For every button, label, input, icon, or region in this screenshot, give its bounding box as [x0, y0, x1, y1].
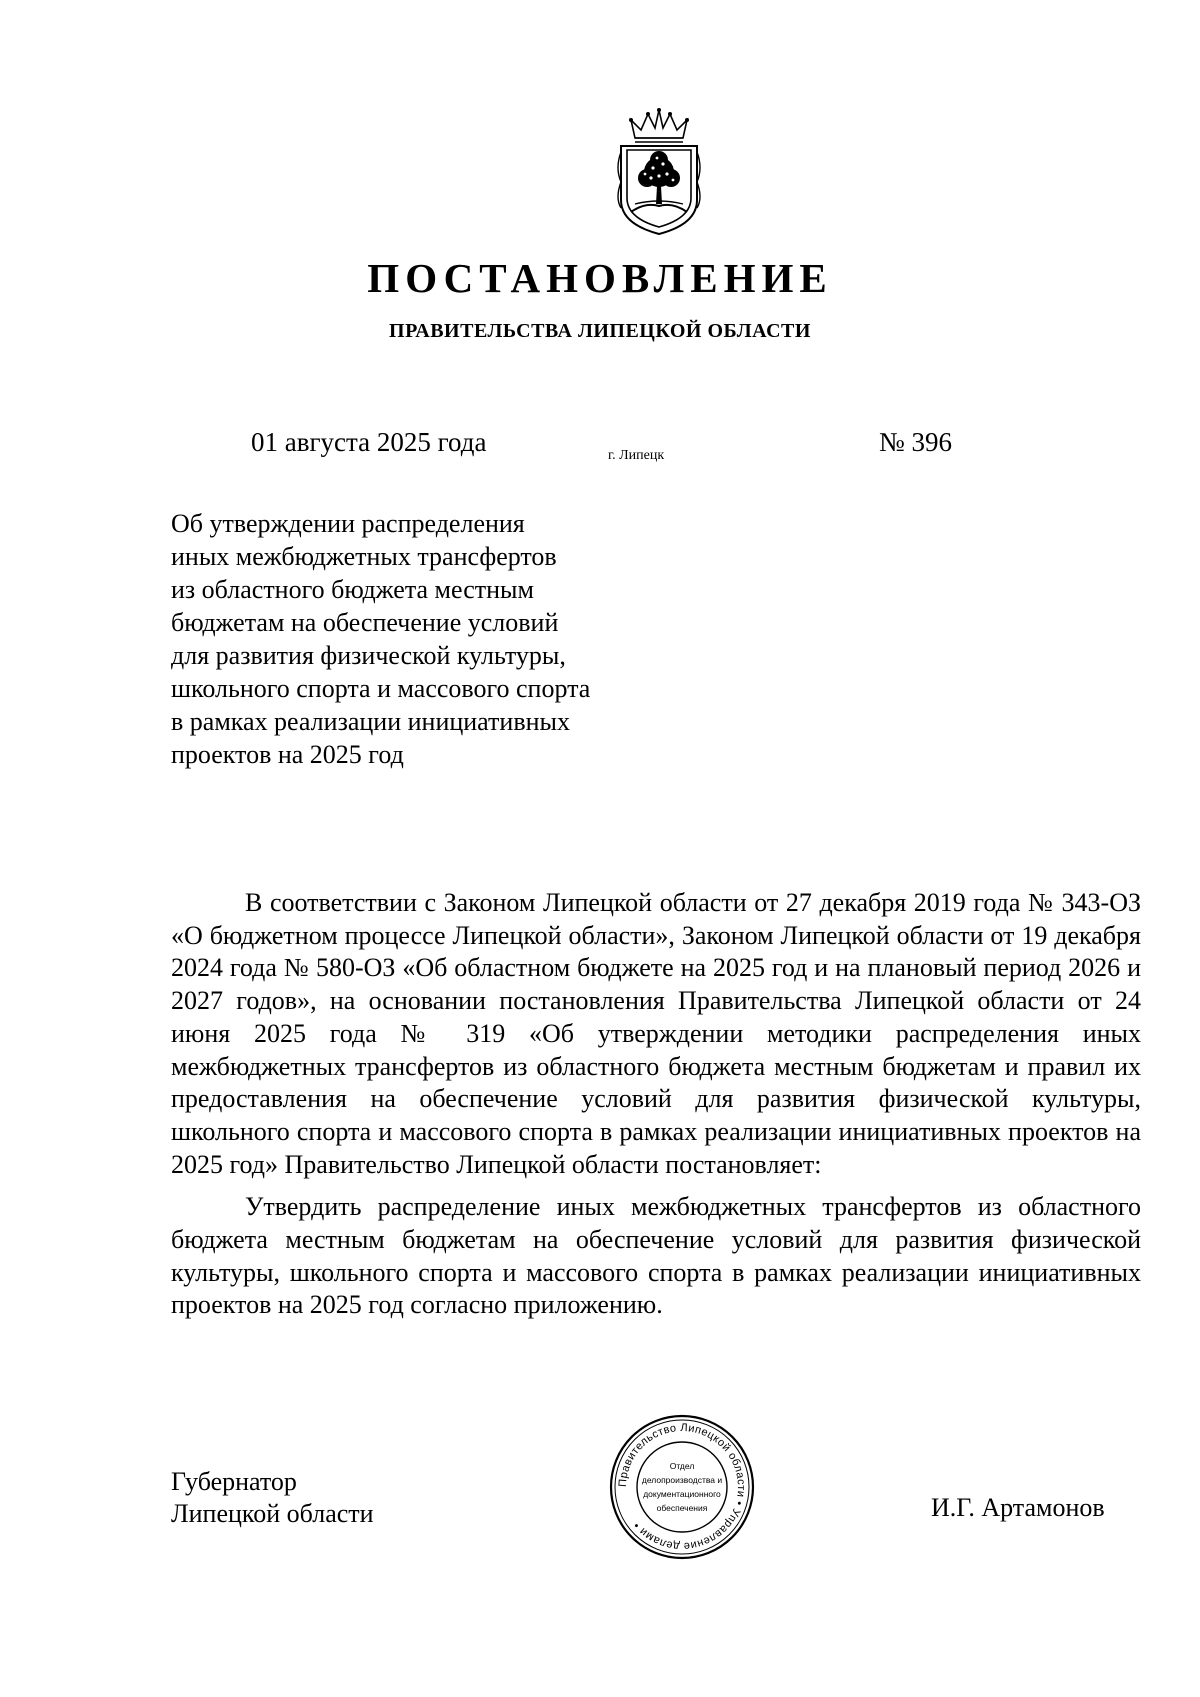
seal-inner-line: делопроизводства и	[641, 1475, 723, 1485]
seal-outer-text: Правительство Липецкой области • Управление делами •	[616, 1421, 748, 1553]
official-seal-icon	[608, 1413, 756, 1561]
coat-of-arms-icon	[615, 108, 703, 238]
subject-line: Об утверждении распределения	[171, 509, 525, 538]
document-body	[171, 887, 1141, 1322]
seal-inner-line: Отдел	[669, 1461, 695, 1471]
signer-name: И.Г. Артамонов	[931, 1493, 1105, 1522]
seal-inner-line: документационного	[643, 1489, 721, 1499]
subject-line: из областного бюджета местным	[171, 575, 534, 604]
signer-position-line: Липецкой области	[171, 1499, 374, 1528]
signer-position	[171, 1466, 374, 1530]
document-city: г. Липецк	[608, 448, 665, 463]
subject-line: бюджетам на обеспечение условий	[171, 608, 559, 637]
signer-position-line: Губернатор	[171, 1467, 297, 1496]
subject-line: для развития физической культуры,	[171, 641, 566, 670]
document-date: 01 августа 2025 года	[251, 427, 487, 457]
body-paragraph: В соответствии с Законом Липецкой области от 27 декабря 2019 года № 343-ОЗ «О бюджетном процессе Липецкой области», Законом Липецкой области от 19 декабря 2024 года № 580-ОЗ «Об областном бюджете на 2025 год и на плановый период 2026 и 2027 годов», на основании постановления Правительства Липецкой области от 24 июня 2025 года № 319 «Об утверждении методики распределения иных межбюджетных трансфертов из областного бюджета местным бюджетам и правил их предоставления на обеспечение условий для развития физической культуры, школьного спорта и массового спорта в рамках реализации инициативных проектов на 2025 год» Правительство Липецкой области постановляет:	[171, 888, 1141, 1179]
document-number: № 396	[879, 427, 953, 457]
document-subject	[171, 507, 671, 771]
subject-line: в рамках реализации инициативных	[171, 707, 570, 736]
subject-line: проектов на 2025 год	[171, 740, 404, 769]
seal-inner-line: обеспечения	[656, 1503, 708, 1513]
document-title: ПОСТАНОВЛЕНИЕ	[367, 255, 833, 301]
subject-line: иных межбюджетных трансфертов	[171, 542, 557, 571]
body-paragraph: Утвердить распределение иных межбюджетных трансфертов из областного бюджета местным бюджетам на обеспечение условий для развития физической культуры, школьного спорта и массового спорта в рамках реализации инициативных проектов на 2025 год согласно приложению.	[171, 1192, 1141, 1320]
subject-line: школьного спорта и массового спорта	[171, 674, 591, 703]
document-issuer: ПРАВИТЕЛЬСТВА ЛИПЕЦКОЙ ОБЛАСТИ	[389, 320, 811, 342]
